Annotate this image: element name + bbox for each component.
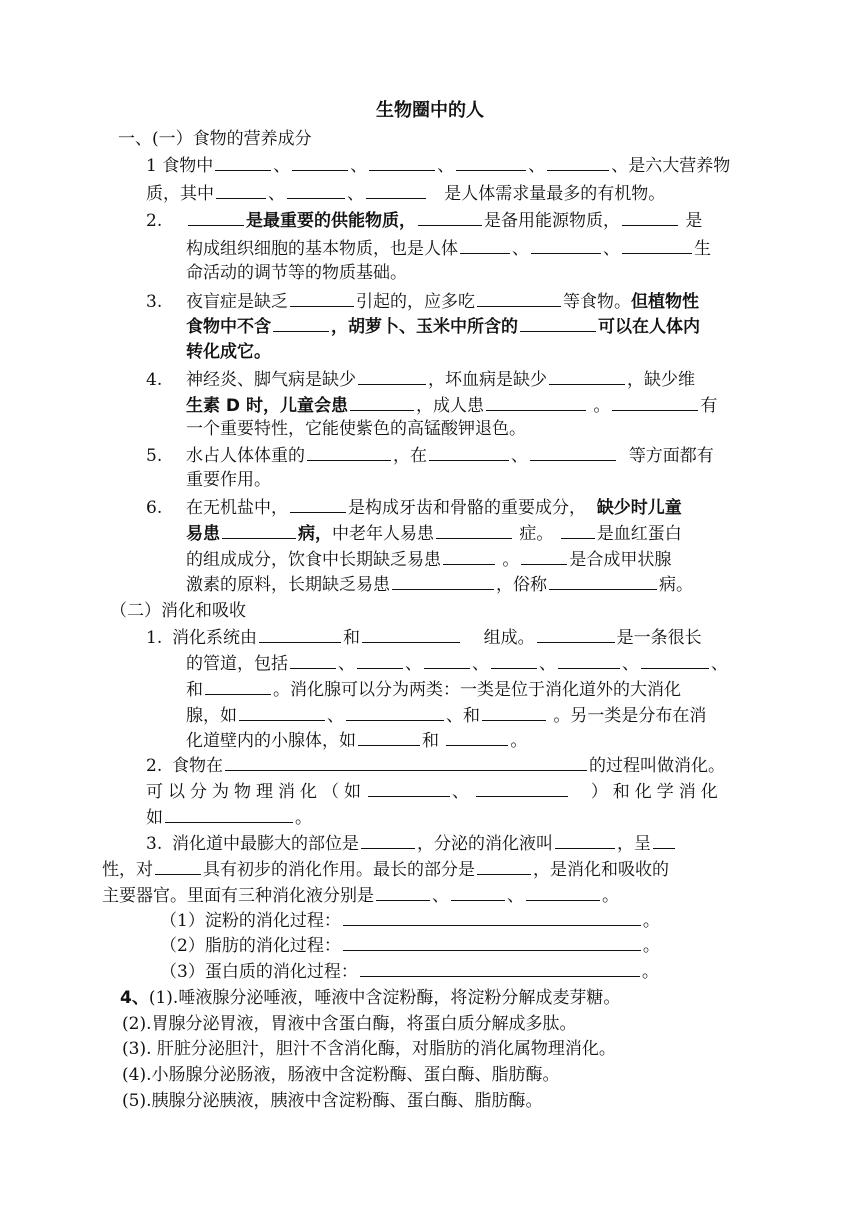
blank[interactable]	[482, 702, 546, 721]
question-2-line-3: 命活动的调节等的物质基础。	[186, 263, 407, 283]
blank[interactable]	[358, 366, 426, 385]
blank[interactable]	[520, 313, 596, 332]
blank[interactable]	[549, 571, 657, 590]
fat-process-line: （2）脂肪的消化过程： 。	[160, 932, 660, 958]
blank[interactable]	[343, 932, 641, 951]
blank[interactable]	[521, 546, 567, 565]
blank[interactable]	[547, 152, 609, 171]
blank[interactable]	[343, 907, 641, 926]
question-2-line-1: 2. 是最重要的供能物质， 是备用能源物质， 是	[146, 207, 702, 233]
question-1-line-1: 1 食物中 、 、 、 、 、是六大营养物	[146, 152, 730, 178]
blank[interactable]	[392, 571, 494, 590]
blank[interactable]	[368, 778, 450, 797]
question-4-line-3: 一个重要特性，它能使紫色的高锰酸钾退色。	[186, 419, 526, 439]
protein-process-line: （3）蛋白质的消化过程： 。	[160, 958, 659, 984]
question-5-line-1: 5. 水占人体体重的 ，在 、 等方面都有	[146, 442, 714, 468]
blank[interactable]	[350, 392, 414, 411]
blank[interactable]	[561, 520, 595, 539]
blank[interactable]	[622, 207, 678, 226]
blank[interactable]	[273, 313, 329, 332]
blank[interactable]	[537, 624, 615, 643]
question-3-line-1: 3. 夜盲症是缺乏 引起的，应多吃 等食物。但植物性	[146, 288, 699, 314]
blank[interactable]	[361, 830, 415, 849]
digestion-2-line-1: 2. 食物在 的过程叫做消化。	[146, 752, 725, 778]
blank[interactable]	[222, 520, 296, 539]
question-6-line-1: 6. 在无机盐中， 是构成牙齿和骨骼的重要成分， 缺少时儿童	[146, 494, 682, 520]
blank[interactable]	[477, 288, 561, 307]
blank[interactable]	[376, 882, 430, 901]
blank[interactable]	[476, 778, 568, 797]
blank[interactable]	[456, 152, 526, 171]
blank[interactable]	[622, 235, 692, 254]
digestion-3-line-2: 性，对 具有初步的消化作用。最长的部分是 ，是消化和吸收的	[102, 856, 669, 882]
blank[interactable]	[460, 235, 510, 254]
blank[interactable]	[290, 288, 354, 307]
blank[interactable]	[549, 366, 625, 385]
question-2-line-2: 构成组织细胞的基本物质，也是人体 、 、 生	[186, 235, 711, 261]
blank[interactable]	[357, 650, 403, 669]
enzyme-note-1: 4、(1).唾液腺分泌唾液，唾液中含淀粉酶，将淀粉分解成麦芽糖。	[120, 988, 621, 1008]
digestion-2-line-2: 可以分为物理消化（如 、 ）和化学消化	[146, 778, 723, 804]
blank[interactable]	[155, 856, 201, 875]
blank[interactable]	[641, 650, 709, 669]
digestion-1-line-4: 腺，如 、 、和 。另一类是分布在消	[186, 702, 706, 728]
blank[interactable]	[287, 180, 345, 199]
enzyme-note-2: (2).胃腺分泌胃液，胃液中含蛋白酶，将蛋白质分解成多肽。	[122, 1014, 577, 1034]
blank[interactable]	[362, 624, 460, 643]
blank[interactable]	[369, 152, 435, 171]
blank[interactable]	[486, 392, 586, 411]
enzyme-note-4: (4).小肠腺分泌肠液，肠液中含淀粉酶、蛋白酶、脂肪酶。	[122, 1065, 560, 1085]
question-6-line-4: 激素的原料，长期缺乏易患 ，俗称 病。	[186, 571, 693, 597]
blank[interactable]	[225, 752, 587, 771]
digestion-3-line-1: 3. 消化道中最膨大的部位是 ，分泌的消化液叫 ，呈	[146, 830, 677, 856]
blank[interactable]	[451, 882, 505, 901]
blank[interactable]	[424, 650, 470, 669]
blank[interactable]	[418, 207, 482, 226]
blank[interactable]	[491, 650, 537, 669]
blank[interactable]	[346, 702, 444, 721]
blank[interactable]	[526, 882, 600, 901]
blank[interactable]	[165, 804, 293, 823]
blank[interactable]	[477, 856, 531, 875]
section-heading-nutrients: 一、(一）食物的营养成分	[118, 129, 312, 149]
blank[interactable]	[259, 624, 341, 643]
blank[interactable]	[436, 520, 512, 539]
question-1-line-2: 质，其中 、 、 是人体需求量最多的有机物。	[146, 180, 665, 206]
blank[interactable]	[290, 494, 346, 513]
enzyme-note-3: (3). 肝脏分泌胆汁，胆汁不含消化酶，对脂肪的消化属物理消化。	[122, 1039, 616, 1059]
digestion-1-line-1: 1. 消化系统由 和 组成。 是一条很长	[146, 624, 702, 650]
question-3-line-2: 食物中不含 ，胡萝卜、玉米中所含的 可以在人体内	[186, 313, 700, 339]
starch-process-line: （1）淀粉的消化过程： 。	[160, 907, 660, 933]
section-heading-digestion: （二）消化和吸收	[110, 601, 246, 621]
digestion-1-line-5: 化道壁内的小腺体，如 和 。	[186, 727, 527, 753]
blank[interactable]	[555, 830, 615, 849]
blank[interactable]	[239, 702, 325, 721]
digestion-1-line-2: 的管道，包括 、 、 、 、 、 、	[186, 650, 728, 676]
blank[interactable]	[612, 392, 698, 411]
blank[interactable]	[443, 546, 495, 565]
blank[interactable]	[531, 235, 601, 254]
blank[interactable]	[429, 442, 509, 461]
blank[interactable]	[358, 727, 420, 746]
question-3-line-3: 转化成它。	[186, 342, 271, 362]
blank[interactable]	[290, 650, 336, 669]
blank[interactable]	[215, 152, 271, 171]
question-4-line-1: 4. 神经炎、脚气病是缺少 ，坏血病是缺少 ，缺少维	[146, 366, 695, 392]
blank[interactable]	[307, 442, 391, 461]
question-4-line-2: 生素 D 时，儿童会患 ，成人患 。 有	[186, 392, 717, 418]
page-title: 生物圈中的人	[376, 100, 484, 121]
enzyme-note-5: (5).胰腺分泌胰液，胰液中含淀粉酶、蛋白酶、脂肪酶。	[122, 1091, 543, 1111]
digestion-3-line-3: 主要器官。里面有三种消化液分别是 、 、 。	[102, 882, 619, 908]
question-5-line-2: 重要作用。	[186, 470, 271, 490]
question-6-line-3: 的组成成分，饮食中长期缺乏易患 。 是合成甲状腺	[186, 546, 671, 572]
blank[interactable]	[292, 152, 348, 171]
question-6-line-2: 易患 病，中老年人易患 症。 是血红蛋白	[186, 520, 682, 546]
blank[interactable]	[446, 727, 508, 746]
blank[interactable]	[205, 676, 271, 695]
blank[interactable]	[530, 442, 616, 461]
blank[interactable]	[216, 180, 266, 199]
blank[interactable]	[558, 650, 620, 669]
blank[interactable]	[360, 958, 640, 977]
digestion-1-line-3: 和 。消化腺可以分为两类：一类是位于消化道外的大消化	[186, 676, 681, 702]
blank[interactable]	[188, 207, 244, 226]
blank[interactable]	[366, 180, 426, 199]
blank[interactable]	[653, 830, 675, 849]
digestion-2-line-3: 如 。	[146, 804, 312, 830]
